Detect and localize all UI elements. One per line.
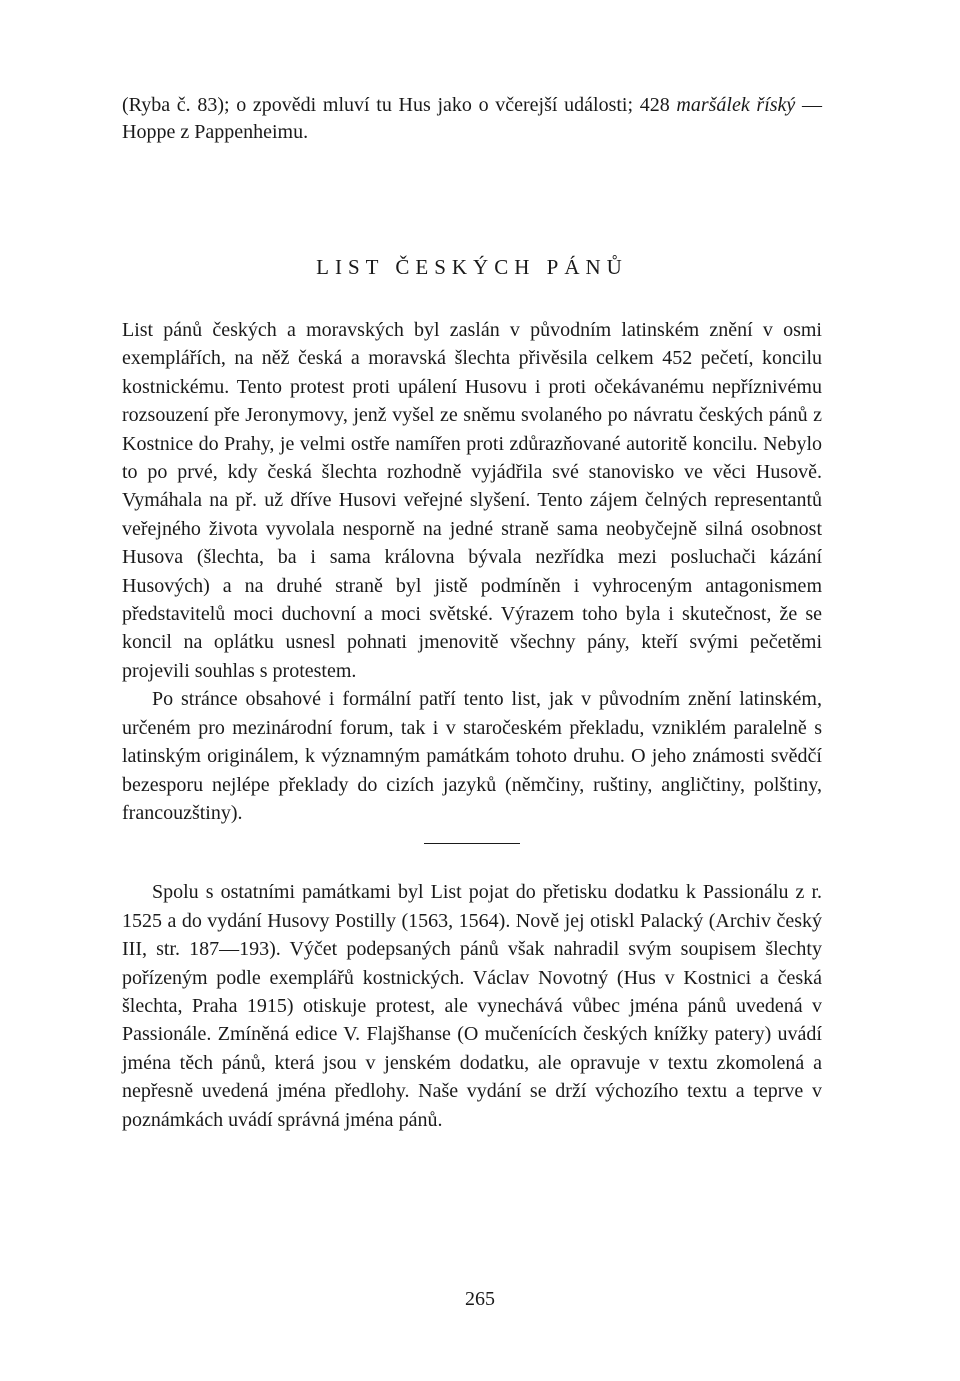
section-divider (424, 843, 520, 844)
page-content (122, 92, 822, 1134)
body-text (122, 316, 822, 827)
closing-section (122, 878, 822, 1134)
paragraph-content: Po stránce obsahové i formální patří tento list, jak v původním znění latinském, určeném pro mezinárodní forum, tak i v staročeském překladu, vzniklém paralelně s latinským originálem, k významným památkám tohoto druhu. O jeho známosti svědčí bezesporu nejlépe překlady do cizích jazyků (němčiny, ruštiny, angličtiny, polštiny, francouzštiny). (122, 688, 822, 824)
paragraph-intro: List pánů českých a moravských byl zaslán v původním latinském znění v osmi exemplářích, na něž česká a moravská šlechta přivěsila celkem 452 pečetí, koncilu kostnickému. Tento protest proti upálení Husovu i proti očekávanému nepříznivému rozsouzení pře Jeronymovy, jenž vyšel ze sněmu svolaného po návratu českých pánů z Kostnice do Prahy, je velmi ostře namířen proti zdůrazňované autoritě koncilu. Nebylo to po prvé, kdy česká šlechta rozhodně vyjádřila své stanovisko ve věci Husově. Vymáhala na př. už dříve Husovi veřejné slyšení. Tento zájem čelných representantů veřejného života vyvolala nesporně na jedné straně sama neobyčejně silná osobnost Husova (šlechta, ba i sama královna bývala nezřídka mezi posluchači kázání Husových) a na druhé straně byl jistě podmíněn i vyhroceným antagonismem představitelů moci duchovní a moci světské. Výrazem toho byla i skutečnost, že se koncil na oplátku usnesl pohnati jmenovitě všechny pány, kteří svými pečetěmi projevili souhlas s protestem. (122, 319, 822, 682)
top-note-italic: maršálek říský (676, 94, 796, 116)
section-title: LIST ČESKÝCH PÁNŮ (316, 255, 628, 279)
top-note-text-end: — Hoppe z Pappenheimu. (122, 94, 822, 143)
page-number: 265 (465, 1288, 495, 1310)
top-note-text: (Ryba č. 83); o zpovědi mluví tu Hus jako o včerejší události; 428 (122, 94, 677, 116)
paragraph-edition-history: Spolu s ostatními památkami byl List pojat do přetisku dodatku k Passionálu z r. 1525 a do vydání Husovy Postilly (1563, 1564). Nově jej otiskl Palacký (Archiv český III, str. 187—193). Výčet podepsaných pánů však nahradil svým soupisem šlechty pořízeným podle exemplářů kostnických. Václav Novotný (Hus v Kostnici a česká šlechta, Praha 1915) otiskuje protest, ale vynechává vůbec jména pánů uvedená v Passionále. Zmíněná edice V. Flajšhanse (O mučenících českých knížky patery) uvádí jména těch pánů, která jsou v jenském dodatku, ale opravuje v textu zkomolená a nepřesně uvedená jména předlohy. Naše vydání se drží výchozího textu a teprve v poznámkách uvádí správná jména pánů. (122, 881, 822, 1131)
top-note (122, 92, 822, 146)
